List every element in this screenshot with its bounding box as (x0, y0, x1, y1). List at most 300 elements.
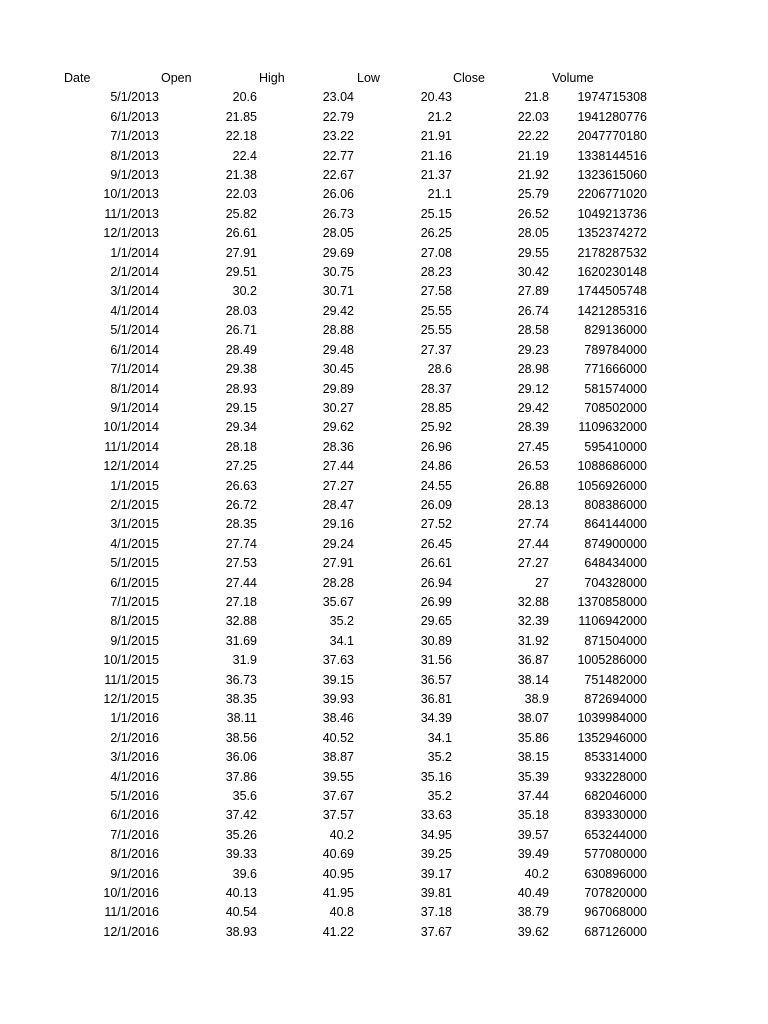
cell-date: 3/1/2016 (110, 750, 159, 765)
cell-volume: 1338144516 (577, 148, 647, 163)
cell-high: 34.1 (329, 633, 354, 648)
cell-date: 1/1/2016 (110, 711, 159, 726)
header-low: Low (357, 71, 380, 85)
cell-volume: 871504000 (584, 633, 647, 648)
cell-close: 22.03 (517, 109, 549, 124)
cell-low: 34.95 (420, 827, 452, 842)
table-row (0, 282, 768, 301)
cell-date: 12/1/2014 (103, 459, 159, 474)
cell-high: 30.45 (322, 362, 354, 377)
cell-open: 22.18 (225, 129, 257, 144)
cell-volume: 577080000 (584, 847, 647, 862)
cell-close: 38.07 (517, 711, 549, 726)
cell-close: 28.05 (517, 226, 549, 241)
cell-low: 26.61 (420, 556, 452, 571)
cell-close: 30.42 (517, 265, 549, 280)
cell-open: 26.71 (225, 323, 257, 338)
cell-open: 40.13 (225, 886, 257, 901)
cell-close: 29.23 (517, 342, 549, 357)
cell-date: 5/1/2013 (110, 90, 159, 105)
cell-high: 39.93 (322, 692, 354, 706)
table-row (0, 845, 768, 864)
cell-volume: 2178287532 (577, 245, 647, 260)
cell-open: 22.4 (232, 148, 257, 163)
table-row (0, 438, 768, 457)
cell-close: 38.79 (517, 905, 549, 920)
cell-low: 28.85 (420, 400, 452, 415)
cell-date: 7/1/2014 (110, 362, 159, 377)
cell-volume: 1039984000 (577, 711, 647, 726)
cell-high: 39.15 (322, 672, 354, 687)
cell-volume: 1941280776 (577, 109, 647, 124)
cell-close: 38.9 (524, 692, 549, 706)
table-row (0, 496, 768, 515)
cell-open: 36.06 (225, 750, 257, 765)
cell-close: 27.45 (517, 439, 549, 454)
cell-low: 37.67 (420, 924, 452, 939)
cell-low: 33.63 (420, 808, 452, 823)
cell-open: 29.38 (225, 362, 257, 377)
cell-open: 21.38 (225, 168, 257, 183)
cell-close: 26.74 (517, 303, 549, 318)
table-row (0, 380, 768, 399)
table-row (0, 457, 768, 476)
cell-low: 25.15 (420, 206, 452, 221)
cell-volume: 1370858000 (577, 594, 647, 609)
cell-high: 41.22 (322, 924, 354, 939)
cell-close: 21.92 (517, 168, 549, 183)
cell-low: 28.23 (420, 265, 452, 280)
cell-date: 10/1/2015 (103, 653, 159, 668)
cell-date: 9/1/2014 (110, 400, 159, 415)
cell-high: 28.47 (322, 497, 354, 512)
cell-high: 27.91 (322, 556, 354, 571)
cell-date: 12/1/2016 (103, 924, 159, 939)
table-row (0, 806, 768, 825)
cell-high: 37.67 (322, 789, 354, 804)
table-row (0, 671, 768, 690)
cell-open: 31.9 (232, 653, 257, 668)
cell-high: 35.67 (322, 594, 354, 609)
cell-date: 9/1/2013 (110, 168, 159, 183)
cell-volume: 687126000 (584, 924, 647, 939)
cell-close: 21.19 (517, 148, 549, 163)
cell-close: 32.88 (517, 594, 549, 609)
cell-high: 28.36 (322, 439, 354, 454)
table-row (0, 748, 768, 767)
cell-open: 38.93 (225, 924, 257, 939)
table-row (0, 593, 768, 612)
cell-high: 28.28 (322, 575, 354, 590)
cell-close: 27.74 (517, 517, 549, 532)
cell-high: 30.75 (322, 265, 354, 280)
cell-volume: 1323615060 (577, 168, 647, 183)
cell-date: 8/1/2016 (110, 847, 159, 862)
cell-volume: 1620230148 (577, 265, 647, 280)
table-row (0, 554, 768, 573)
cell-close: 39.49 (517, 847, 549, 862)
header-row (0, 69, 768, 88)
cell-volume: 771666000 (584, 362, 647, 377)
table-row (0, 263, 768, 282)
cell-volume: 630896000 (584, 866, 647, 881)
table-row (0, 224, 768, 243)
cell-volume: 1974715308 (577, 90, 647, 105)
cell-close: 27.89 (517, 284, 549, 299)
cell-high: 30.27 (322, 400, 354, 415)
cell-volume: 1056926000 (577, 478, 647, 493)
cell-date: 5/1/2015 (110, 556, 159, 571)
cell-date: 8/1/2015 (110, 614, 159, 629)
cell-volume: 829136000 (584, 323, 647, 338)
cell-open: 27.91 (225, 245, 257, 260)
cell-volume: 751482000 (584, 672, 647, 687)
cell-open: 22.03 (225, 187, 257, 202)
cell-open: 37.42 (225, 808, 257, 823)
cell-close: 25.79 (517, 187, 549, 202)
cell-low: 37.18 (420, 905, 452, 920)
cell-open: 28.35 (225, 517, 257, 532)
cell-date: 7/1/2016 (110, 827, 159, 842)
header-close: Close (453, 71, 485, 85)
cell-high: 27.27 (322, 478, 354, 493)
cell-open: 39.33 (225, 847, 257, 862)
cell-volume: 1106942000 (578, 614, 647, 629)
cell-high: 40.52 (322, 730, 354, 745)
cell-date: 9/1/2016 (110, 866, 159, 881)
cell-low: 35.2 (427, 750, 452, 765)
cell-volume: 864144000 (584, 517, 647, 532)
cell-volume: 1744505748 (577, 284, 647, 299)
cell-close: 29.42 (517, 400, 549, 415)
cell-low: 30.89 (420, 633, 452, 648)
cell-low: 21.16 (420, 148, 452, 163)
cell-high: 40.95 (322, 866, 354, 881)
stock-data-table (0, 69, 768, 942)
cell-close: 22.22 (517, 129, 549, 144)
cell-high: 26.06 (322, 187, 354, 202)
cell-date: 2/1/2014 (110, 265, 159, 280)
cell-open: 28.93 (225, 381, 257, 396)
cell-high: 38.46 (322, 711, 354, 726)
cell-high: 40.2 (329, 827, 354, 842)
table-row (0, 88, 768, 107)
cell-open: 38.11 (226, 711, 257, 726)
cell-close: 38.14 (517, 672, 549, 687)
cell-close: 39.57 (517, 827, 549, 842)
cell-open: 30.2 (232, 284, 257, 299)
cell-low: 26.99 (420, 594, 452, 609)
cell-volume: 682046000 (584, 789, 647, 804)
cell-volume: 839330000 (584, 808, 647, 823)
cell-low: 28.6 (427, 362, 452, 377)
cell-date: 11/1/2014 (104, 439, 159, 454)
cell-volume: 1088686000 (577, 459, 647, 474)
cell-close: 28.39 (517, 420, 549, 435)
cell-date: 8/1/2013 (110, 148, 159, 163)
table-row (0, 826, 768, 845)
table-row (0, 205, 768, 224)
table-row (0, 418, 768, 437)
cell-high: 37.57 (322, 808, 354, 823)
cell-low: 35.2 (427, 789, 452, 804)
cell-low: 28.37 (420, 381, 452, 396)
cell-high: 29.24 (322, 536, 354, 551)
cell-high: 40.8 (329, 905, 354, 920)
cell-date: 3/1/2015 (110, 517, 159, 532)
table-row (0, 302, 768, 321)
cell-open: 26.72 (225, 497, 257, 512)
table-row (0, 360, 768, 379)
cell-open: 29.34 (225, 420, 257, 435)
cell-low: 26.25 (420, 226, 452, 241)
cell-close: 40.2 (524, 866, 549, 881)
cell-high: 22.77 (322, 148, 354, 163)
cell-date: 4/1/2016 (110, 769, 159, 784)
cell-close: 36.87 (517, 653, 549, 668)
table-row (0, 632, 768, 651)
cell-close: 37.44 (517, 789, 549, 804)
cell-open: 21.85 (225, 109, 257, 124)
table-row (0, 515, 768, 534)
cell-close: 21.8 (524, 90, 549, 105)
cell-high: 22.67 (322, 168, 354, 183)
cell-volume: 874900000 (584, 536, 647, 551)
cell-low: 21.91 (420, 129, 452, 144)
cell-high: 27.44 (322, 459, 354, 474)
table-row (0, 321, 768, 340)
cell-volume: 1109632000 (578, 420, 647, 435)
cell-date: 6/1/2014 (110, 342, 159, 357)
cell-date: 10/1/2014 (103, 420, 159, 435)
table-row (0, 612, 768, 631)
cell-low: 24.55 (420, 478, 452, 493)
cell-high: 23.22 (322, 129, 354, 144)
cell-volume: 707820000 (584, 886, 647, 901)
cell-high: 29.48 (322, 342, 354, 357)
cell-volume: 595410000 (584, 439, 647, 454)
cell-open: 29.15 (225, 400, 257, 415)
cell-volume: 808386000 (584, 497, 647, 512)
cell-date: 10/1/2016 (103, 886, 159, 901)
table-row (0, 477, 768, 496)
cell-close: 39.62 (517, 924, 549, 939)
cell-open: 27.44 (225, 575, 257, 590)
cell-close: 32.39 (517, 614, 549, 629)
cell-date: 8/1/2014 (110, 381, 159, 396)
cell-high: 39.55 (322, 769, 354, 784)
cell-low: 34.39 (420, 711, 452, 726)
cell-volume: 853314000 (584, 750, 647, 765)
cell-close: 38.15 (517, 750, 549, 765)
table-row (0, 574, 768, 593)
table-row (0, 768, 768, 787)
cell-date: 11/1/2015 (104, 672, 159, 687)
cell-high: 23.04 (322, 90, 354, 105)
header-high: High (259, 71, 285, 85)
cell-volume: 789784000 (584, 342, 647, 357)
cell-volume: 1005286000 (577, 653, 647, 668)
cell-open: 32.88 (225, 614, 257, 629)
cell-open: 35.6 (232, 789, 257, 804)
cell-volume: 648434000 (584, 556, 647, 571)
cell-low: 25.55 (420, 303, 452, 318)
cell-close: 35.18 (517, 808, 549, 823)
table-row (0, 166, 768, 185)
cell-open: 27.74 (225, 536, 257, 551)
cell-open: 20.6 (232, 90, 257, 105)
cell-volume: 2047770180 (577, 129, 647, 144)
cell-volume: 704328000 (584, 575, 647, 590)
table-row (0, 127, 768, 146)
cell-low: 27.08 (420, 245, 452, 260)
cell-high: 40.69 (322, 847, 354, 862)
cell-high: 37.63 (322, 653, 354, 668)
cell-date: 4/1/2015 (110, 536, 159, 551)
cell-low: 36.81 (420, 692, 452, 706)
cell-date: 10/1/2013 (103, 187, 159, 202)
table-row (0, 923, 768, 942)
header-open: Open (161, 71, 192, 85)
cell-open: 39.6 (232, 866, 257, 881)
cell-high: 41.95 (322, 886, 354, 901)
table-row (0, 147, 768, 166)
cell-low: 36.57 (420, 672, 452, 687)
cell-close: 35.39 (517, 769, 549, 784)
cell-high: 29.42 (322, 303, 354, 318)
cell-high: 26.73 (322, 206, 354, 221)
table-row (0, 399, 768, 418)
cell-date: 2/1/2016 (110, 730, 159, 745)
cell-high: 28.88 (322, 323, 354, 338)
header-date: Date (64, 71, 91, 85)
cell-high: 35.2 (329, 614, 354, 629)
cell-low: 25.92 (420, 420, 452, 435)
cell-low: 29.65 (420, 614, 452, 629)
cell-open: 38.56 (225, 730, 257, 745)
cell-date: 12/1/2013 (103, 226, 159, 241)
cell-low: 21.37 (420, 168, 452, 183)
cell-volume: 872694000 (584, 692, 647, 706)
cell-open: 35.26 (225, 827, 257, 842)
cell-volume: 1352946000 (577, 730, 647, 745)
cell-open: 28.03 (225, 303, 257, 318)
cell-open: 38.35 (225, 692, 257, 706)
cell-high: 30.71 (322, 284, 354, 299)
cell-close: 27.27 (517, 556, 549, 571)
cell-date: 1/1/2014 (110, 245, 159, 260)
table-row (0, 651, 768, 670)
cell-date: 7/1/2013 (110, 129, 159, 144)
cell-low: 26.96 (420, 439, 452, 454)
cell-open: 36.73 (225, 672, 257, 687)
cell-volume: 653244000 (584, 827, 647, 842)
cell-low: 39.25 (420, 847, 452, 862)
cell-date: 11/1/2016 (104, 905, 159, 920)
cell-high: 29.89 (322, 381, 354, 396)
cell-close: 35.86 (517, 730, 549, 745)
header-volume: Volume (552, 71, 594, 85)
cell-close: 28.58 (517, 323, 549, 338)
cell-volume: 708502000 (584, 400, 647, 415)
cell-close: 29.12 (517, 381, 549, 396)
cell-low: 34.1 (427, 730, 452, 745)
cell-high: 28.05 (322, 226, 354, 241)
cell-close: 27 (535, 575, 549, 590)
cell-open: 25.82 (225, 206, 257, 221)
table-row (0, 108, 768, 127)
cell-low: 27.37 (420, 342, 452, 357)
table-row (0, 729, 768, 748)
cell-date: 12/1/2015 (103, 692, 159, 706)
cell-date: 3/1/2014 (110, 284, 159, 299)
cell-open: 27.18 (225, 594, 257, 609)
cell-high: 29.62 (322, 420, 354, 435)
cell-date: 11/1/2013 (104, 206, 159, 221)
cell-open: 31.69 (225, 633, 257, 648)
cell-date: 7/1/2015 (110, 594, 159, 609)
table-row (0, 341, 768, 360)
table-row (0, 535, 768, 554)
cell-open: 28.49 (225, 342, 257, 357)
cell-close: 28.98 (517, 362, 549, 377)
cell-date: 6/1/2013 (110, 109, 159, 124)
cell-low: 35.16 (420, 769, 452, 784)
cell-close: 31.92 (517, 633, 549, 648)
cell-low: 31.56 (420, 653, 452, 668)
cell-low: 20.43 (420, 90, 452, 105)
table-body (0, 88, 768, 942)
cell-open: 26.63 (225, 478, 257, 493)
cell-open: 29.51 (225, 265, 257, 280)
cell-close: 28.13 (517, 497, 549, 512)
cell-open: 26.61 (225, 226, 257, 241)
table-row (0, 884, 768, 903)
cell-volume: 1352374272 (577, 226, 647, 241)
cell-close: 40.49 (517, 886, 549, 901)
cell-close: 26.88 (517, 478, 549, 493)
cell-open: 27.25 (225, 459, 257, 474)
cell-open: 37.86 (225, 769, 257, 784)
cell-date: 9/1/2015 (110, 633, 159, 648)
cell-low: 24.86 (420, 459, 452, 474)
cell-high: 38.87 (322, 750, 354, 765)
cell-low: 27.58 (420, 284, 452, 299)
cell-open: 27.53 (225, 556, 257, 571)
cell-date: 4/1/2014 (110, 303, 159, 318)
cell-close: 26.53 (517, 459, 549, 474)
cell-high: 29.69 (322, 245, 354, 260)
cell-open: 28.18 (225, 439, 257, 454)
cell-date: 6/1/2016 (110, 808, 159, 823)
table-row (0, 787, 768, 806)
cell-volume: 967068000 (584, 905, 647, 920)
cell-low: 21.1 (427, 187, 452, 202)
cell-date: 1/1/2015 (110, 478, 159, 493)
table-row (0, 244, 768, 263)
cell-low: 27.52 (420, 517, 452, 532)
cell-low: 25.55 (420, 323, 452, 338)
table-row (0, 865, 768, 884)
table-row (0, 185, 768, 204)
cell-volume: 581574000 (584, 381, 647, 396)
cell-low: 26.45 (420, 536, 452, 551)
cell-date: 2/1/2015 (110, 497, 159, 512)
cell-low: 39.81 (420, 886, 452, 901)
cell-low: 21.2 (427, 109, 452, 124)
table-row (0, 903, 768, 922)
table-row (0, 709, 768, 728)
